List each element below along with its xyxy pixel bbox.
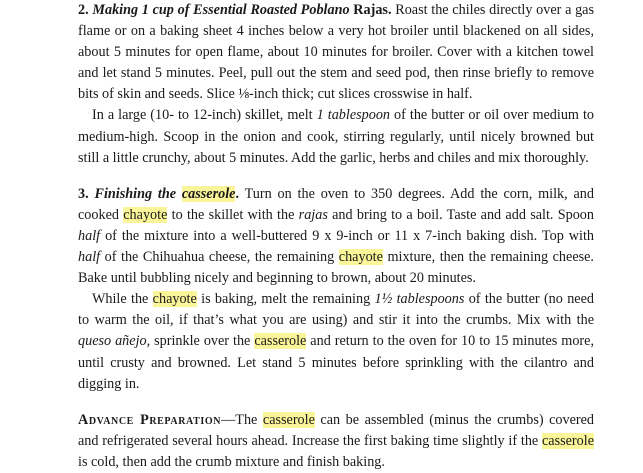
step-2-paragraph	[78, 0, 594, 105]
text-run: is cold, then add the crumb mixture and finish baking.	[78, 453, 385, 470]
step-3-number: 3.	[78, 185, 95, 202]
text-run-italic: 1 tablespoon	[316, 107, 391, 124]
text-run: of the butter (no need to warm the oil, if that’s what you are using) and stir it into the crumbs. Mix with the	[78, 291, 594, 329]
highlight-chayote: chayote	[152, 291, 197, 308]
highlight-chayote: chayote	[338, 249, 383, 266]
text-run: of the Chihuahua cheese, the remaining	[100, 249, 339, 266]
text-run: In a large (10- to 12-inch) skillet, melt	[92, 107, 317, 124]
step-3-crumbs-paragraph	[78, 289, 594, 394]
highlight-casserole: casserole	[542, 432, 594, 449]
step-2-skillet-paragraph	[78, 105, 594, 168]
text-run: of the butter or oil over medium to medium-high. Scoop in the onion and cook, stirring regularly, until nicely browned but still a little crunchy, about 5 minutes. Add the garlic, herbs and chiles and mix thoroughly.	[78, 107, 595, 166]
highlight-chayote: chayote	[123, 206, 168, 223]
text-run-italic: half	[78, 227, 101, 244]
step-2-text: Roast the chiles directly over a gas flame or on a baking sheet 4 inches below a very hot broiler until blackened on all sides, about 5 minutes for open flame, about 10 minutes for broiler. Cover with a kitchen towel and let stand 5 minutes. Peel, pull out the stem and seed pod, then rinse briefly to remove bits of skin and seeds. Slice ⅛-inch thick; cut slices crosswise in half.	[78, 2, 595, 103]
advance-preparation-paragraph	[78, 410, 594, 473]
text-run: is baking, melt the remaining	[196, 291, 375, 308]
text-run: sprinkle over the	[150, 333, 255, 350]
recipe-page	[78, 0, 594, 473]
paragraph-gap	[78, 395, 594, 410]
step-2-title-tail: Rajas.	[349, 2, 392, 18]
step-3-paragraph	[78, 184, 594, 289]
text-run: to the skillet with the	[167, 206, 299, 223]
text-run: mixture, then the remaining cheese. Bake until bubbling nicely and beginning to brown, about 20 minutes.	[78, 249, 594, 287]
highlight-casserole: casserole	[262, 411, 315, 428]
highlight-casserole: casserole	[254, 333, 307, 350]
text-run-italic: 1½ tablespoons	[374, 291, 465, 308]
text-run: of the mixture into a well-buttered 9 x 9-inch or 11 x 7-inch baking dish. Top with	[100, 227, 594, 244]
step-3-title-end: .	[235, 185, 240, 202]
text-run: can be assembled (minus the crumbs) covered and refrigerated several hours ahead. Increase the first baking time slightly if the	[78, 411, 595, 449]
text-run-italic: half	[78, 249, 101, 266]
text-run: and bring to a boil. Taste and add salt. Spoon	[327, 206, 594, 223]
step-2-title: Making 1 cup of Essential Roasted Poblano	[92, 2, 350, 18]
text-run-italic: rajas	[298, 206, 328, 223]
step-3-title: Finishing the	[94, 185, 182, 202]
paragraph-gap	[78, 169, 594, 184]
text-run: and return to the oven for 10 to 15 minutes more, until crusty and browned. Let stand 5 minutes before sprinkling with the cilantro and digging in.	[78, 333, 594, 392]
text-run: —The	[221, 411, 263, 428]
advance-preparation-label: Advance Preparation	[78, 411, 222, 428]
text-run: Turn on the oven to 350 degrees. Add the corn, milk, and cooked	[78, 185, 594, 223]
step-2-number: 2.	[78, 2, 93, 18]
highlight-casserole: casserole	[181, 185, 236, 202]
text-run: While the	[92, 291, 153, 308]
text-run-italic: queso añejo,	[78, 333, 151, 350]
